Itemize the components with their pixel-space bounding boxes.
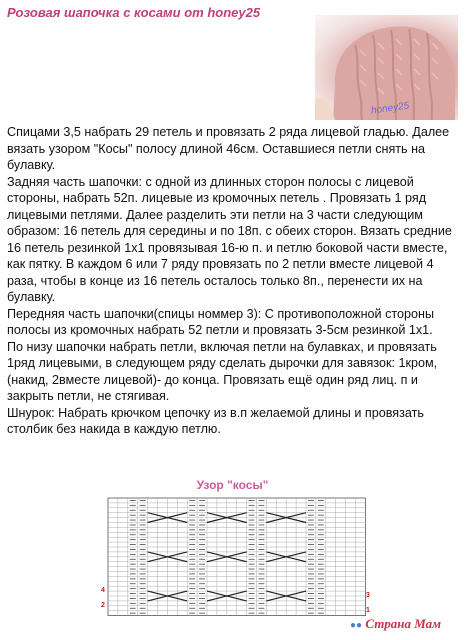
site-logo-text: Страна Мам: [365, 616, 442, 631]
site-logo: [350, 616, 441, 632]
row-number-right-1: 1: [366, 607, 370, 614]
knitted-hat-photo: [315, 15, 458, 120]
paragraph-front-part: Передняя часть шапочки(спицы номмер 3): С противоположной стороны полосы из кромочных набрать 52 петли и провязать 3-5см резинкой 1х1.: [7, 306, 435, 337]
knitting-pattern-chart: [0, 490, 465, 616]
row-number-right-3: 3: [366, 592, 370, 599]
paragraph-bottom-edge: По низу шапочки набрать петли, включая петли на булавках, и провязать 1ряд лицевыми, в следующем ряду сделать дырочки для завязок: 1кром, (накид, 2вместе лицевой)- до конца. Провязать ещё один ряд лиц. п и закрыть петли, не стягивая.: [7, 339, 438, 403]
row-number-left-2: 2: [101, 602, 105, 609]
paragraph-back-part: Задняя часть шапочки: с одной из длинных сторон полосы с лицевой стороны, набрать 52п. лицевые из кромочных петель . Провязать 1 ряд лицевыми петлями. Далее разделить эти петли на 3 части следующим образом: 16 петель для середины и по 18п. с обеих сторон. Вязать средние 16 петель резинкой 1х1 провязывая 16-ю п. и петлю боковой части вместе, как пятку. В каждом 6 или 7 ряду провязать по 2 петли вместе лицевой 4 раза, чтобы в конце из 16 петель осталось только 8п., перенести их на булавку.: [7, 174, 452, 304]
logo-dots-icon: ●●: [350, 620, 363, 631]
photo-watermark: honey25: [370, 100, 410, 117]
page-title: Розовая шапочка с косами от honey25: [7, 5, 261, 20]
paragraph-cord: Шнурок: Набрать крючком цепочку из в.п желаемой длины и провязать столбик без накида в каждую петлю.: [7, 405, 424, 436]
row-number-left-4: 4: [101, 587, 105, 594]
instructions-text: [7, 124, 459, 438]
paragraph-cast-on: Спицами 3,5 набрать 29 петель и провязать 2 ряда лицевой гладью. Далее вязать узором "Косы" полосу длиной 46см. Оставшиеся петли снять на булавку.: [7, 125, 450, 172]
pattern-chart-title: Узор "косы": [196, 478, 269, 492]
